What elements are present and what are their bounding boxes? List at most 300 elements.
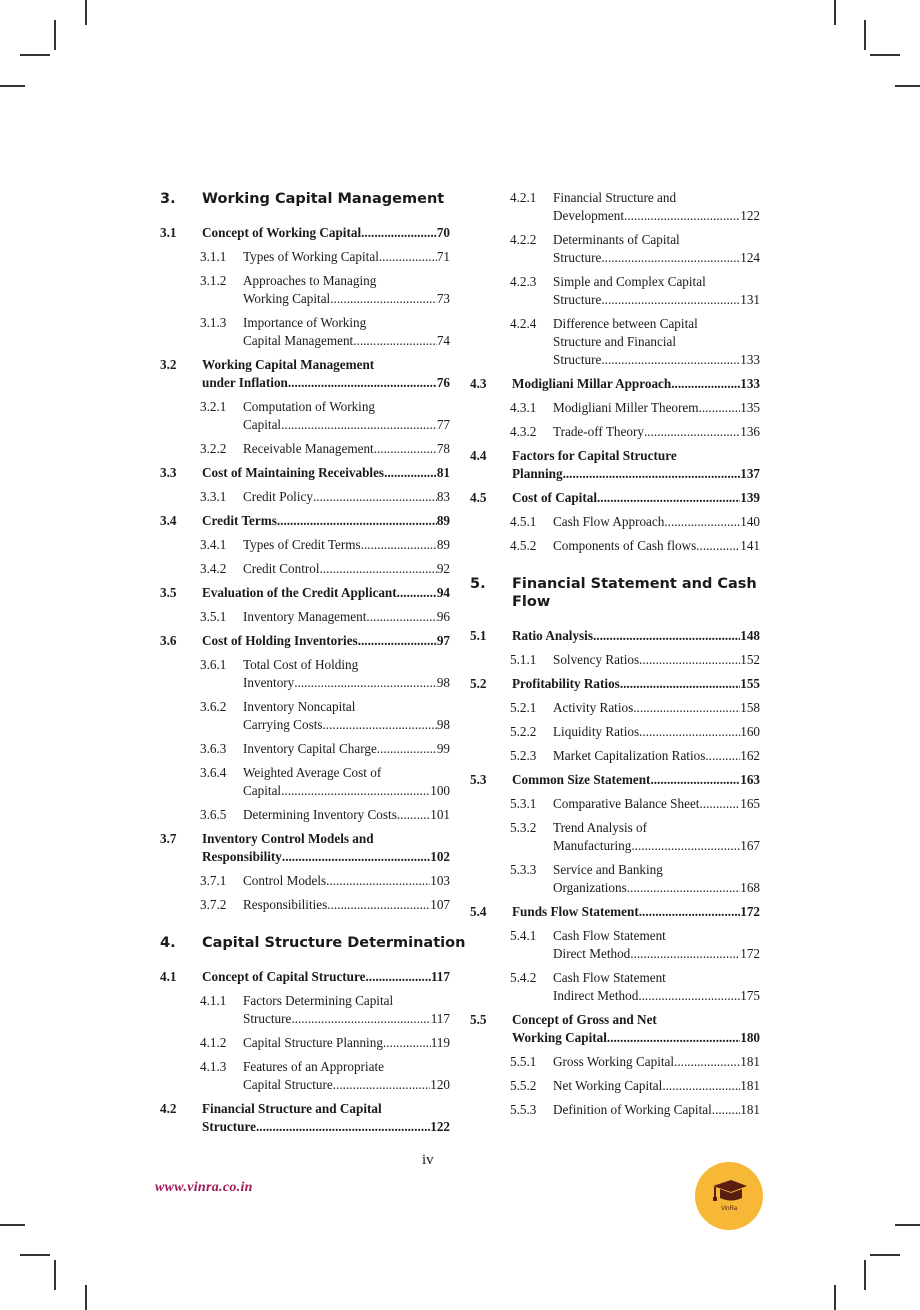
toc-title xyxy=(243,764,450,800)
toc-page-number: 92 xyxy=(436,561,450,576)
leader-dots xyxy=(601,249,740,267)
toc-number: 4.1 xyxy=(160,969,177,984)
toc-number: 5.5.3 xyxy=(510,1102,537,1117)
toc-page-number: 160 xyxy=(740,724,760,739)
toc-title-line: Capital Structure Determination xyxy=(202,935,466,951)
leader-dots xyxy=(627,879,740,897)
toc-number: 3.6.2 xyxy=(200,699,227,714)
leader-dots xyxy=(639,903,740,921)
toc-page-number: 167 xyxy=(740,838,760,853)
toc-title xyxy=(553,969,760,1005)
toc-title xyxy=(553,513,760,531)
toc-number: 5. xyxy=(470,576,486,592)
toc-title-line: Financial Structure and Capital xyxy=(202,1101,382,1116)
toc-page-number: 89 xyxy=(436,537,450,552)
leader-dots xyxy=(696,537,740,555)
toc-number: 4. xyxy=(160,935,176,951)
toc-title-line: Cost of Capital xyxy=(512,490,597,505)
leader-dots xyxy=(674,1053,740,1071)
toc-title-line: Concept of Working Capital xyxy=(202,225,362,240)
toc-number: 3.2 xyxy=(160,357,177,372)
toc-title-line: Cash Flow Statement xyxy=(553,970,666,985)
toc-title xyxy=(553,231,760,267)
toc-title xyxy=(512,489,760,507)
toc-number: 3.7.1 xyxy=(200,873,227,888)
toc-title xyxy=(243,272,450,308)
toc-number: 3.6.1 xyxy=(200,657,227,672)
toc-number: 4.1.2 xyxy=(200,1035,227,1050)
toc-title-line: Structure xyxy=(553,292,602,307)
toc-page-number: 133 xyxy=(740,376,760,391)
toc-title xyxy=(553,861,760,897)
toc-number: 3.4.1 xyxy=(200,537,227,552)
toc-page-number: 119 xyxy=(430,1035,450,1050)
toc-title xyxy=(553,699,760,717)
toc-page-number: 181 xyxy=(740,1102,760,1117)
toc-page-number: 135 xyxy=(740,400,760,415)
toc-page-number: 98 xyxy=(436,717,450,732)
leader-dots xyxy=(327,896,430,914)
leader-dots xyxy=(374,440,437,458)
toc-number: 3.3.1 xyxy=(200,489,227,504)
toc-title xyxy=(512,1011,760,1047)
toc-number: 4.2.4 xyxy=(510,316,537,331)
toc-title-line: Inventory Noncapital xyxy=(243,699,356,714)
crop-mark xyxy=(85,0,87,25)
toc-title xyxy=(553,723,760,741)
leader-dots xyxy=(320,560,437,578)
crop-mark xyxy=(834,1285,836,1310)
toc-title xyxy=(202,464,450,482)
leader-dots xyxy=(620,675,740,693)
toc-title xyxy=(243,992,450,1028)
toc-title xyxy=(243,740,450,758)
toc-title xyxy=(243,806,450,824)
toc-page-number: 107 xyxy=(430,897,450,912)
toc-title-line: Comparative Balance Sheet xyxy=(553,796,700,811)
toc-number: 3.7 xyxy=(160,831,177,846)
leader-dots xyxy=(638,987,740,1005)
toc-title-line: Definition of Working Capital xyxy=(553,1102,712,1117)
toc-number: 3.1.1 xyxy=(200,249,227,264)
crop-mark xyxy=(54,1260,56,1290)
toc-title xyxy=(512,575,760,611)
toc-title xyxy=(553,537,760,555)
toc-title-line: Cost of Maintaining Receivables xyxy=(202,465,385,480)
toc-number: 4.2.1 xyxy=(510,190,537,205)
toc-title-line: Working Capital xyxy=(512,1030,607,1045)
leader-dots xyxy=(699,399,741,417)
toc-title-line: Inventory Control Models and xyxy=(202,831,374,846)
leader-dots xyxy=(323,716,437,734)
toc-page-number: 122 xyxy=(430,1119,450,1134)
crop-mark xyxy=(864,1260,866,1290)
toc-title-line: Capital Structure xyxy=(243,1077,333,1092)
toc-title-line: Computation of Working xyxy=(243,399,376,414)
leader-dots xyxy=(630,945,740,963)
leader-dots xyxy=(361,224,437,242)
toc-title-line: Concept of Gross and Net xyxy=(512,1012,657,1027)
leader-dots xyxy=(353,332,437,350)
toc-title xyxy=(243,440,450,458)
crop-mark xyxy=(0,85,25,87)
toc-title-line: Structure and Financial xyxy=(553,334,677,349)
toc-number: 3.2.1 xyxy=(200,399,227,414)
leader-dots xyxy=(326,872,430,890)
crop-mark xyxy=(870,1254,900,1256)
toc-page-number: 78 xyxy=(436,441,450,456)
toc-number: 3.5 xyxy=(160,585,177,600)
toc-title-line: Modigliani Millar Approach xyxy=(512,376,672,391)
toc-page-number: 124 xyxy=(740,250,760,265)
toc-number: 3. xyxy=(160,191,176,207)
leader-dots xyxy=(384,464,437,482)
toc-title-line: Inventory xyxy=(243,675,295,690)
toc-number: 5.4.2 xyxy=(510,970,537,985)
toc-number: 4.1.1 xyxy=(200,993,227,1008)
toc-title-line: Ratio Analysis xyxy=(512,628,593,643)
toc-title xyxy=(553,423,760,441)
toc-title-line: Factors Determining Capital xyxy=(243,993,394,1008)
toc-page-number: 81 xyxy=(436,465,450,480)
toc-title xyxy=(512,375,760,393)
leader-dots xyxy=(281,416,437,434)
toc-number: 4.3 xyxy=(470,376,487,391)
toc-title xyxy=(202,356,450,392)
leader-dots xyxy=(624,207,740,225)
toc-title-line: Simple and Complex Capital xyxy=(553,274,706,289)
leader-dots xyxy=(639,651,740,669)
toc-page-number: 137 xyxy=(740,466,760,481)
toc-title xyxy=(512,903,760,921)
toc-title-line: Service and Banking xyxy=(553,862,663,877)
toc-title-line: Structure xyxy=(202,1119,256,1134)
toc-page-number: 89 xyxy=(436,513,450,528)
toc-page-number: 180 xyxy=(740,1030,760,1045)
toc-title xyxy=(553,399,760,417)
toc-page-number: 162 xyxy=(740,748,760,763)
toc-page-number: 152 xyxy=(740,652,760,667)
toc-page-number: 122 xyxy=(740,208,760,223)
toc-title-line: Flow xyxy=(512,594,551,610)
leader-dots xyxy=(358,632,437,650)
toc-title-line: under Inflation xyxy=(202,375,288,390)
leader-dots xyxy=(377,740,437,758)
crop-mark xyxy=(895,85,920,87)
crop-mark xyxy=(834,0,836,25)
leader-dots xyxy=(607,1029,740,1047)
toc-title xyxy=(553,1101,760,1119)
toc-number: 4.5.1 xyxy=(510,514,537,529)
toc-title-line: Determinants of Capital xyxy=(553,232,680,247)
toc-page-number: 163 xyxy=(740,772,760,787)
toc-number: 4.4 xyxy=(470,448,487,463)
toc-title-line: Trade-off Theory xyxy=(553,424,644,439)
toc-title-line: Approaches to Managing xyxy=(243,273,377,288)
toc-number: 5.1.1 xyxy=(510,652,537,667)
toc-title-line: Working Capital Management xyxy=(202,191,445,207)
leader-dots xyxy=(333,1076,430,1094)
toc-title xyxy=(512,447,760,483)
toc-page-number: 175 xyxy=(740,988,760,1003)
toc-number: 5.3 xyxy=(470,772,487,787)
toc-title xyxy=(202,584,450,602)
toc-number: 5.5.2 xyxy=(510,1078,537,1093)
toc-title-line: Modigliani Miller Theorem xyxy=(553,400,699,415)
toc-page-number: 102 xyxy=(430,849,450,864)
leader-dots xyxy=(294,674,437,692)
toc-page-number: 181 xyxy=(740,1054,760,1069)
toc-title xyxy=(243,872,450,890)
toc-title-line: Organizations xyxy=(553,880,627,895)
toc-number: 4.5 xyxy=(470,490,487,505)
toc-number: 3.1.3 xyxy=(200,315,227,330)
leader-dots xyxy=(282,848,430,866)
toc-title-line: Determining Inventory Costs xyxy=(243,807,397,822)
leader-dots xyxy=(383,1034,431,1052)
toc-page-number: 94 xyxy=(436,585,450,600)
toc-number: 4.5.2 xyxy=(510,538,537,553)
toc-number: 3.3 xyxy=(160,465,177,480)
toc-title-line: Capital xyxy=(243,783,282,798)
toc-title-line: Funds Flow Statement xyxy=(512,904,639,919)
toc-title-line: Total Cost of Holding xyxy=(243,657,359,672)
leader-dots xyxy=(631,837,740,855)
toc-title-line: Inventory Management xyxy=(243,609,367,624)
toc-page-number: 165 xyxy=(740,796,760,811)
toc-number: 5.3.3 xyxy=(510,862,537,877)
toc-title-line: Importance of Working xyxy=(243,315,367,330)
toc-number: 5.5 xyxy=(470,1012,487,1027)
toc-title-line: Responsibilities xyxy=(243,897,328,912)
toc-number: 5.5.1 xyxy=(510,1054,537,1069)
toc-title-line: Net Working Capital xyxy=(553,1078,663,1093)
toc-page-number: 70 xyxy=(436,225,450,240)
toc-title-line: Liquidity Ratios xyxy=(553,724,640,739)
toc-title-line: Structure xyxy=(553,352,602,367)
leader-dots xyxy=(644,423,740,441)
toc-page-number: 103 xyxy=(430,873,450,888)
toc-title xyxy=(202,1100,450,1136)
toc-page-number: 139 xyxy=(740,490,760,505)
toc-number: 5.4 xyxy=(470,904,487,919)
toc-title xyxy=(243,1034,450,1052)
toc-title-line: Common Size Statement xyxy=(512,772,651,787)
toc-number: 4.1.3 xyxy=(200,1059,227,1074)
toc-title-line: Financial Structure and xyxy=(553,190,677,205)
toc-title xyxy=(243,608,450,626)
toc-page-number: 71 xyxy=(436,249,450,264)
leader-dots xyxy=(366,968,431,986)
leader-dots xyxy=(699,795,740,813)
toc-title-line: Activity Ratios xyxy=(553,700,634,715)
toc-page-number: 83 xyxy=(436,489,450,504)
crop-mark xyxy=(870,54,900,56)
toc-number: 3.2.2 xyxy=(200,441,227,456)
page-number: iv xyxy=(422,1152,434,1168)
toc-page-number: 148 xyxy=(740,628,760,643)
toc-title-line: Difference between Capital xyxy=(553,316,698,331)
toc-title xyxy=(553,651,760,669)
toc-title-line: Financial Statement and Cash xyxy=(512,576,757,592)
toc-number: 4.3.1 xyxy=(510,400,537,415)
toc-number: 3.6 xyxy=(160,633,177,648)
toc-page-number: 158 xyxy=(740,700,760,715)
toc-title xyxy=(553,927,760,963)
toc-title xyxy=(553,795,760,813)
toc-number: 5.2 xyxy=(470,676,487,691)
toc-page-number: 77 xyxy=(436,417,450,432)
leader-dots xyxy=(256,1118,430,1136)
toc-title xyxy=(243,1058,450,1094)
toc-page-number: 172 xyxy=(740,904,760,919)
toc-title-line: Capital xyxy=(243,417,282,432)
toc-number: 3.7.2 xyxy=(200,897,227,912)
leader-dots xyxy=(633,699,740,717)
toc-title-line: Credit Terms xyxy=(202,513,277,528)
toc-title-line: Control Models xyxy=(243,873,327,888)
toc-title-line: Working Capital Management xyxy=(202,357,375,372)
toc-title xyxy=(243,698,450,734)
toc-page-number: 98 xyxy=(436,675,450,690)
toc-title-line: Credit Control xyxy=(243,561,320,576)
toc-title-line: Features of an Appropriate xyxy=(243,1059,384,1074)
toc-number: 3.6.5 xyxy=(200,807,227,822)
toc-number: 5.3.2 xyxy=(510,820,537,835)
crop-mark xyxy=(20,1254,50,1256)
toc-title-line: Trend Analysis of xyxy=(553,820,648,835)
toc-title-line: Direct Method xyxy=(553,946,631,961)
toc-title-line: Capital Structure Planning xyxy=(243,1035,383,1050)
toc-title xyxy=(243,314,450,350)
toc-title-line: Components of Cash flows xyxy=(553,538,697,553)
toc-title-line: Cost of Holding Inventories xyxy=(202,633,358,648)
toc-title-line: Factors for Capital Structure xyxy=(512,448,677,463)
leader-dots xyxy=(366,608,436,626)
toc-number: 5.2.3 xyxy=(510,748,537,763)
toc-title-line: Structure xyxy=(553,250,602,265)
toc-page-number: 76 xyxy=(436,375,450,390)
toc-title xyxy=(202,224,450,242)
toc-title-line: Capital Management xyxy=(243,333,354,348)
toc-page-number: 155 xyxy=(740,676,760,691)
toc-title xyxy=(243,656,450,692)
toc-title xyxy=(202,830,450,866)
toc-page-number: 96 xyxy=(436,609,450,624)
toc-title xyxy=(553,1053,760,1071)
toc-number: 5.1 xyxy=(470,628,487,643)
leader-dots xyxy=(601,291,740,309)
leader-dots xyxy=(671,375,740,393)
crop-mark xyxy=(0,1224,25,1226)
crop-mark xyxy=(20,54,50,56)
toc-page-number: 140 xyxy=(740,514,760,529)
toc-title-line: Manufacturing xyxy=(553,838,632,853)
toc-title-line: Responsibility xyxy=(202,849,282,864)
crop-mark xyxy=(864,20,866,50)
toc-title xyxy=(243,248,450,266)
leader-dots xyxy=(601,351,740,369)
toc-title xyxy=(202,968,450,986)
footer-url-link[interactable]: www.vinra.co.in xyxy=(155,1180,253,1195)
toc-number: 3.5.1 xyxy=(200,609,227,624)
toc-title-line: Development xyxy=(553,208,625,223)
toc-number: 3.6.4 xyxy=(200,765,227,780)
toc-title-line: Evaluation of the Credit Applicant xyxy=(202,585,397,600)
toc-title-line: Cash Flow Approach xyxy=(553,514,665,529)
toc-number: 3.6.3 xyxy=(200,741,227,756)
leader-dots xyxy=(397,806,430,824)
toc-number: 3.4 xyxy=(160,513,177,528)
toc-title-line: Working Capital xyxy=(243,291,331,306)
logo-text: VinRa xyxy=(720,1206,738,1212)
toc-page-number: 117 xyxy=(430,969,450,984)
toc-number: 5.4.1 xyxy=(510,928,537,943)
toc-number: 4.3.2 xyxy=(510,424,537,439)
toc-title xyxy=(202,632,450,650)
toc-title-line: Receivable Management xyxy=(243,441,374,456)
toc-number: 4.2.3 xyxy=(510,274,537,289)
toc-title-line: Weighted Average Cost of xyxy=(243,765,382,780)
toc-title xyxy=(243,488,450,506)
crop-mark xyxy=(54,20,56,50)
leader-dots xyxy=(662,1077,740,1095)
toc-title xyxy=(202,190,450,208)
leader-dots xyxy=(361,536,437,554)
toc-number: 4.2.2 xyxy=(510,232,537,247)
toc-title xyxy=(512,627,760,645)
leader-dots xyxy=(291,1010,430,1028)
toc-number: 3.1.2 xyxy=(200,273,227,288)
toc-page-number: 100 xyxy=(430,783,450,798)
leader-dots xyxy=(330,290,437,308)
toc-title xyxy=(243,398,450,434)
toc-title xyxy=(553,1077,760,1095)
toc-page-number: 73 xyxy=(436,291,450,306)
toc-title xyxy=(512,771,760,789)
leader-dots xyxy=(650,771,740,789)
leader-dots xyxy=(664,513,740,531)
leader-dots xyxy=(712,1101,740,1119)
toc-title xyxy=(243,560,450,578)
toc-page-number: 181 xyxy=(740,1078,760,1093)
leader-dots xyxy=(563,465,741,483)
toc-title-line: Cash Flow Statement xyxy=(553,928,666,943)
leader-dots xyxy=(379,248,437,266)
toc-page-number: 131 xyxy=(740,292,760,307)
toc-number: 4.2 xyxy=(160,1101,177,1116)
toc-page-number: 74 xyxy=(436,333,450,348)
toc-title xyxy=(553,273,760,309)
toc-title xyxy=(243,896,450,914)
leader-dots xyxy=(593,627,740,645)
toc-title xyxy=(202,512,450,530)
toc-title xyxy=(553,819,760,855)
leader-dots xyxy=(277,512,437,530)
toc-title-line: Planning xyxy=(512,466,563,481)
graduation-cap-icon xyxy=(709,1176,749,1206)
toc-title-line: Profitability Ratios xyxy=(512,676,620,691)
toc-title-line: Solvency Ratios xyxy=(553,652,640,667)
toc-number: 5.2.2 xyxy=(510,724,537,739)
toc-title-line: Carrying Costs xyxy=(243,717,323,732)
leader-dots xyxy=(639,723,740,741)
toc-title xyxy=(553,747,760,765)
leader-dots xyxy=(313,488,437,506)
toc-title xyxy=(553,189,760,225)
toc-page-number: 117 xyxy=(430,1011,450,1026)
leader-dots xyxy=(281,782,430,800)
